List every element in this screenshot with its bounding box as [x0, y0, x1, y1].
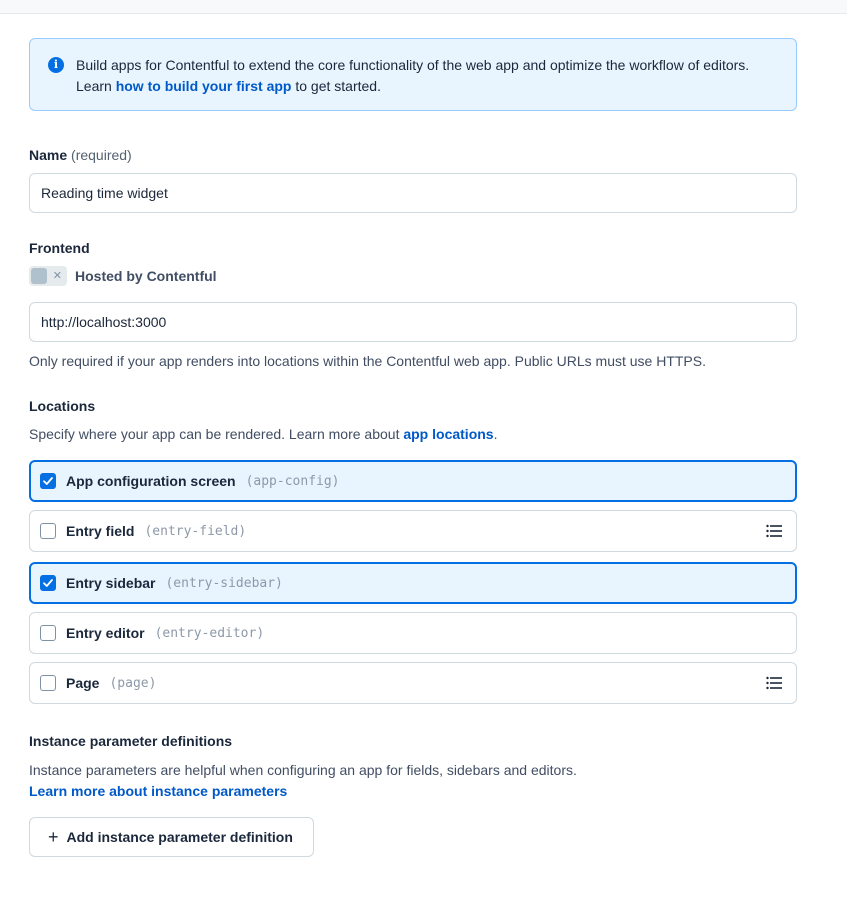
- location-code: (entry-editor): [154, 625, 265, 641]
- frontend-label: Frontend: [29, 240, 90, 256]
- location-code: (page): [109, 675, 157, 691]
- location-code: (entry-field): [144, 523, 247, 539]
- info-note-text-after: to get started.: [291, 78, 381, 94]
- app-definition-form: [29, 38, 797, 847]
- checkbox-page[interactable]: [40, 675, 56, 691]
- required-indicator: (required): [71, 147, 132, 163]
- field-types-list-icon[interactable]: [766, 524, 782, 538]
- frontend-url-input[interactable]: [29, 302, 797, 342]
- top-bar: [0, 0, 847, 14]
- hosted-toggle-row: [29, 266, 217, 286]
- location-name: App configuration screen: [66, 473, 236, 489]
- location-name: Entry sidebar: [66, 575, 156, 591]
- location-name: Entry field: [66, 523, 135, 539]
- plus-icon: +: [48, 827, 59, 847]
- toggle-knob: [31, 268, 47, 284]
- location-code: (app-config): [245, 473, 340, 489]
- checkbox-entry-sidebar[interactable]: [40, 575, 56, 591]
- add-instance-parameter-button[interactable]: [29, 817, 314, 857]
- location-entry-field[interactable]: [29, 510, 797, 552]
- toggle-off-icon: ✕: [52, 270, 62, 282]
- locations-label: Locations: [29, 398, 96, 414]
- locations-hint-after: .: [493, 426, 498, 442]
- checkbox-app-config[interactable]: [40, 473, 56, 489]
- location-entry-sidebar[interactable]: [29, 562, 797, 604]
- name-section: [29, 147, 132, 163]
- app-locations-link[interactable]: app locations: [403, 426, 494, 442]
- location-name: Entry editor: [66, 625, 145, 641]
- page-nav-list-icon[interactable]: [766, 676, 782, 690]
- locations-hint: [29, 426, 497, 442]
- info-note: [29, 38, 797, 111]
- name-label: [29, 147, 132, 163]
- location-page[interactable]: [29, 662, 797, 704]
- hosted-by-contentful-label: Hosted by Contentful: [75, 268, 217, 284]
- frontend-hint: Only required if your app renders into locations within the Contentful web app. Public URLs must use HTTPS.: [29, 353, 706, 369]
- location-entry-editor[interactable]: [29, 612, 797, 654]
- name-label-text: Name: [29, 147, 68, 163]
- instance-params-label: Instance parameter definitions: [29, 733, 233, 749]
- checkbox-entry-editor[interactable]: [40, 625, 56, 641]
- location-app-config[interactable]: [29, 460, 797, 502]
- build-first-app-link[interactable]: how to build your first app: [115, 78, 292, 94]
- info-note-text-before: Build apps for Contentful to extend the core functionality of the web app and optimize the workflow of editors. Learn: [76, 57, 750, 94]
- name-input[interactable]: [29, 173, 797, 213]
- instance-params-hint: Instance parameters are helpful when configuring an app for fields, sidebars and editors.: [29, 762, 577, 778]
- location-code: (entry-sidebar): [165, 575, 283, 591]
- locations-hint-text: Specify where your app can be rendered. Learn more about: [29, 426, 404, 442]
- check-icon: [42, 475, 54, 487]
- hosted-by-contentful-toggle[interactable]: [29, 266, 67, 286]
- instance-params-learn-more-link[interactable]: Learn more about instance parameters: [29, 783, 288, 799]
- info-icon: i: [48, 57, 64, 73]
- check-icon: [42, 577, 54, 589]
- location-name: Page: [66, 675, 100, 691]
- checkbox-entry-field[interactable]: [40, 523, 56, 539]
- add-instance-parameter-label: Add instance parameter definition: [66, 829, 293, 845]
